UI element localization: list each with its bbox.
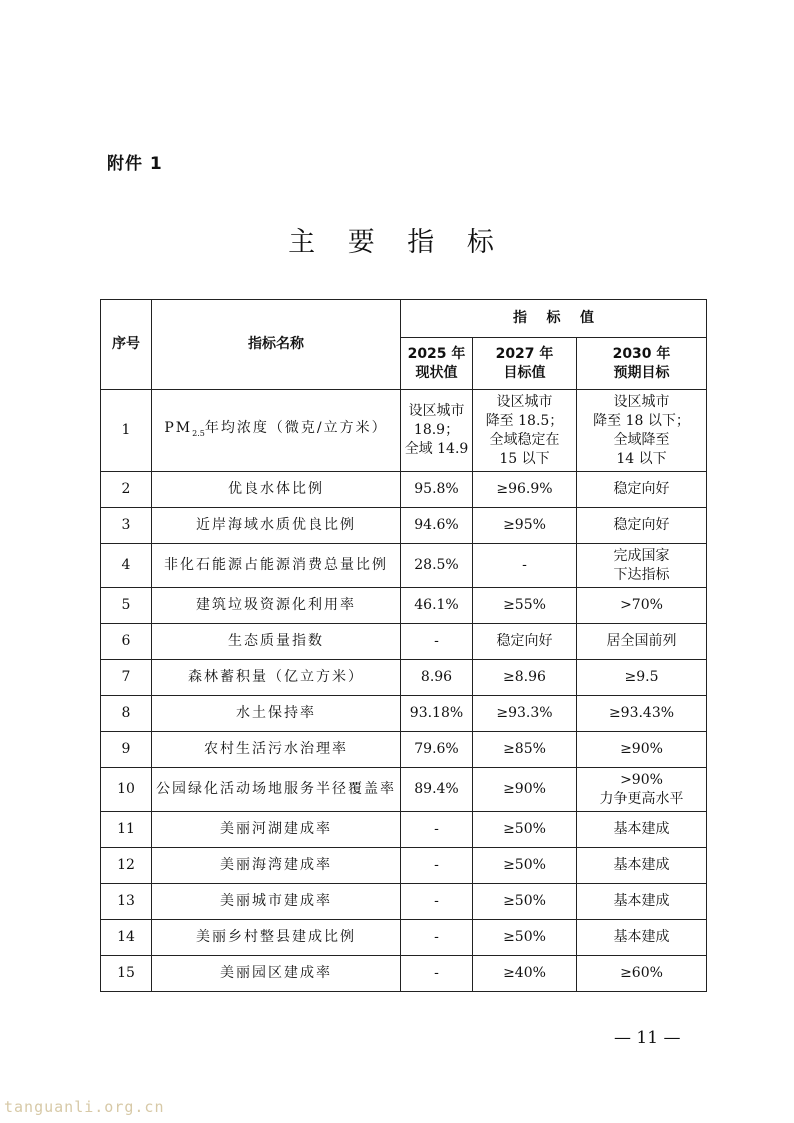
cell-2030: ≥93.43% bbox=[577, 696, 707, 732]
table-row bbox=[101, 768, 707, 812]
cell-seq: 5 bbox=[101, 588, 152, 624]
cell-2025: 46.1% bbox=[401, 588, 473, 624]
table-row bbox=[101, 508, 707, 544]
cell-2025: 95.8% bbox=[401, 472, 473, 508]
header-2025: 2025 年 现状值 bbox=[401, 338, 473, 390]
cell-seq: 13 bbox=[101, 884, 152, 920]
cell-2025: 93.18% bbox=[401, 696, 473, 732]
cell-name: 森林蓄积量（亿立方米） bbox=[152, 660, 401, 696]
cell-2025: 28.5% bbox=[401, 544, 473, 588]
header-seq: 序号 bbox=[101, 300, 152, 390]
cell-name: 美丽城市建成率 bbox=[152, 884, 401, 920]
cell-2025: 79.6% bbox=[401, 732, 473, 768]
table-row bbox=[101, 812, 707, 848]
cell-seq: 15 bbox=[101, 956, 152, 992]
cell-name: 美丽园区建成率 bbox=[152, 956, 401, 992]
cell-2027: 稳定向好 bbox=[473, 624, 577, 660]
cell-2030: 稳定向好 bbox=[577, 472, 707, 508]
table-row bbox=[101, 624, 707, 660]
cell-2030: 完成国家 下达指标 bbox=[577, 544, 707, 588]
table-row bbox=[101, 390, 707, 472]
cell-2027: ≥95% bbox=[473, 508, 577, 544]
header-2030: 2030 年 预期目标 bbox=[577, 338, 707, 390]
cell-2025: 94.6% bbox=[401, 508, 473, 544]
page-title: 主 要 指 标 bbox=[288, 227, 506, 258]
cell-2025: - bbox=[401, 812, 473, 848]
table-row bbox=[101, 544, 707, 588]
cell-2025: - bbox=[401, 956, 473, 992]
cell-2027: ≥40% bbox=[473, 956, 577, 992]
header-2027: 2027 年 目标值 bbox=[473, 338, 577, 390]
cell-2027: ≥8.96 bbox=[473, 660, 577, 696]
cell-2027: ≥50% bbox=[473, 920, 577, 956]
cell-seq: 4 bbox=[101, 544, 152, 588]
cell-name: 水土保持率 bbox=[152, 696, 401, 732]
cell-name: 近岸海域水质优良比例 bbox=[152, 508, 401, 544]
cell-2030: 基本建成 bbox=[577, 812, 707, 848]
cell-name: 美丽乡村整县建成比例 bbox=[152, 920, 401, 956]
cell-seq: 6 bbox=[101, 624, 152, 660]
cell-2027: ≥93.3% bbox=[473, 696, 577, 732]
cell-2027: ≥50% bbox=[473, 848, 577, 884]
indicator-table bbox=[100, 299, 707, 992]
cell-2030: 稳定向好 bbox=[577, 508, 707, 544]
cell-2027: 设区城市 降至 18.5； 全域稳定在 15 以下 bbox=[473, 390, 577, 472]
table-row bbox=[101, 848, 707, 884]
cell-name: 农村生活污水治理率 bbox=[152, 732, 401, 768]
table-header-row bbox=[101, 300, 707, 338]
cell-2030: 基本建成 bbox=[577, 848, 707, 884]
cell-2030: ≥90% bbox=[577, 732, 707, 768]
cell-seq: 14 bbox=[101, 920, 152, 956]
cell-seq: 12 bbox=[101, 848, 152, 884]
table-row bbox=[101, 472, 707, 508]
cell-seq: 11 bbox=[101, 812, 152, 848]
cell-2025: 8.96 bbox=[401, 660, 473, 696]
cell-2030: ≥9.5 bbox=[577, 660, 707, 696]
cell-name: 公园绿化活动场地服务半径覆盖率 bbox=[152, 768, 401, 812]
cell-2030: 设区城市 降至 18 以下； 全域降至 14 以下 bbox=[577, 390, 707, 472]
page-number: — 11 — bbox=[614, 1028, 681, 1048]
cell-2027: ≥96.9% bbox=[473, 472, 577, 508]
table-row bbox=[101, 884, 707, 920]
cell-name: 建筑垃圾资源化利用率 bbox=[152, 588, 401, 624]
cell-2027: ≥50% bbox=[473, 812, 577, 848]
cell-2025: 设区城市 18.9； 全域 14.9 bbox=[401, 390, 473, 472]
table-row bbox=[101, 732, 707, 768]
cell-2025: - bbox=[401, 848, 473, 884]
cell-2025: - bbox=[401, 920, 473, 956]
table-row bbox=[101, 696, 707, 732]
cell-2030: 居全国前列 bbox=[577, 624, 707, 660]
cell-name: 非化石能源占能源消费总量比例 bbox=[152, 544, 401, 588]
cell-2030: 基本建成 bbox=[577, 920, 707, 956]
cell-2025: - bbox=[401, 884, 473, 920]
cell-2027: ≥50% bbox=[473, 884, 577, 920]
cell-2025: - bbox=[401, 624, 473, 660]
cell-2030: >90% 力争更高水平 bbox=[577, 768, 707, 812]
cell-seq: 1 bbox=[101, 390, 152, 472]
cell-seq: 3 bbox=[101, 508, 152, 544]
cell-2030: 基本建成 bbox=[577, 884, 707, 920]
header-name: 指标名称 bbox=[152, 300, 401, 390]
table-row bbox=[101, 956, 707, 992]
cell-2027: ≥90% bbox=[473, 768, 577, 812]
cell-2025: 89.4% bbox=[401, 768, 473, 812]
cell-2027: ≥55% bbox=[473, 588, 577, 624]
cell-name: 优良水体比例 bbox=[152, 472, 401, 508]
watermark: tanguanli.org.cn bbox=[4, 1098, 165, 1116]
cell-seq: 10 bbox=[101, 768, 152, 812]
attachment-label: 附件 1 bbox=[107, 154, 163, 174]
cell-2027: - bbox=[473, 544, 577, 588]
cell-seq: 2 bbox=[101, 472, 152, 508]
header-value-group: 指 标 值 bbox=[401, 300, 707, 338]
table-row bbox=[101, 920, 707, 956]
table-row bbox=[101, 588, 707, 624]
cell-2027: ≥85% bbox=[473, 732, 577, 768]
cell-name: $PM_{2.5}$年均浓度（微克/立方米） bbox=[152, 390, 401, 472]
cell-name: 美丽河湖建成率 bbox=[152, 812, 401, 848]
cell-name: 美丽海湾建成率 bbox=[152, 848, 401, 884]
cell-seq: 7 bbox=[101, 660, 152, 696]
cell-2030: ≥60% bbox=[577, 956, 707, 992]
cell-2030: >70% bbox=[577, 588, 707, 624]
cell-seq: 9 bbox=[101, 732, 152, 768]
table-row bbox=[101, 660, 707, 696]
cell-name: 生态质量指数 bbox=[152, 624, 401, 660]
cell-seq: 8 bbox=[101, 696, 152, 732]
